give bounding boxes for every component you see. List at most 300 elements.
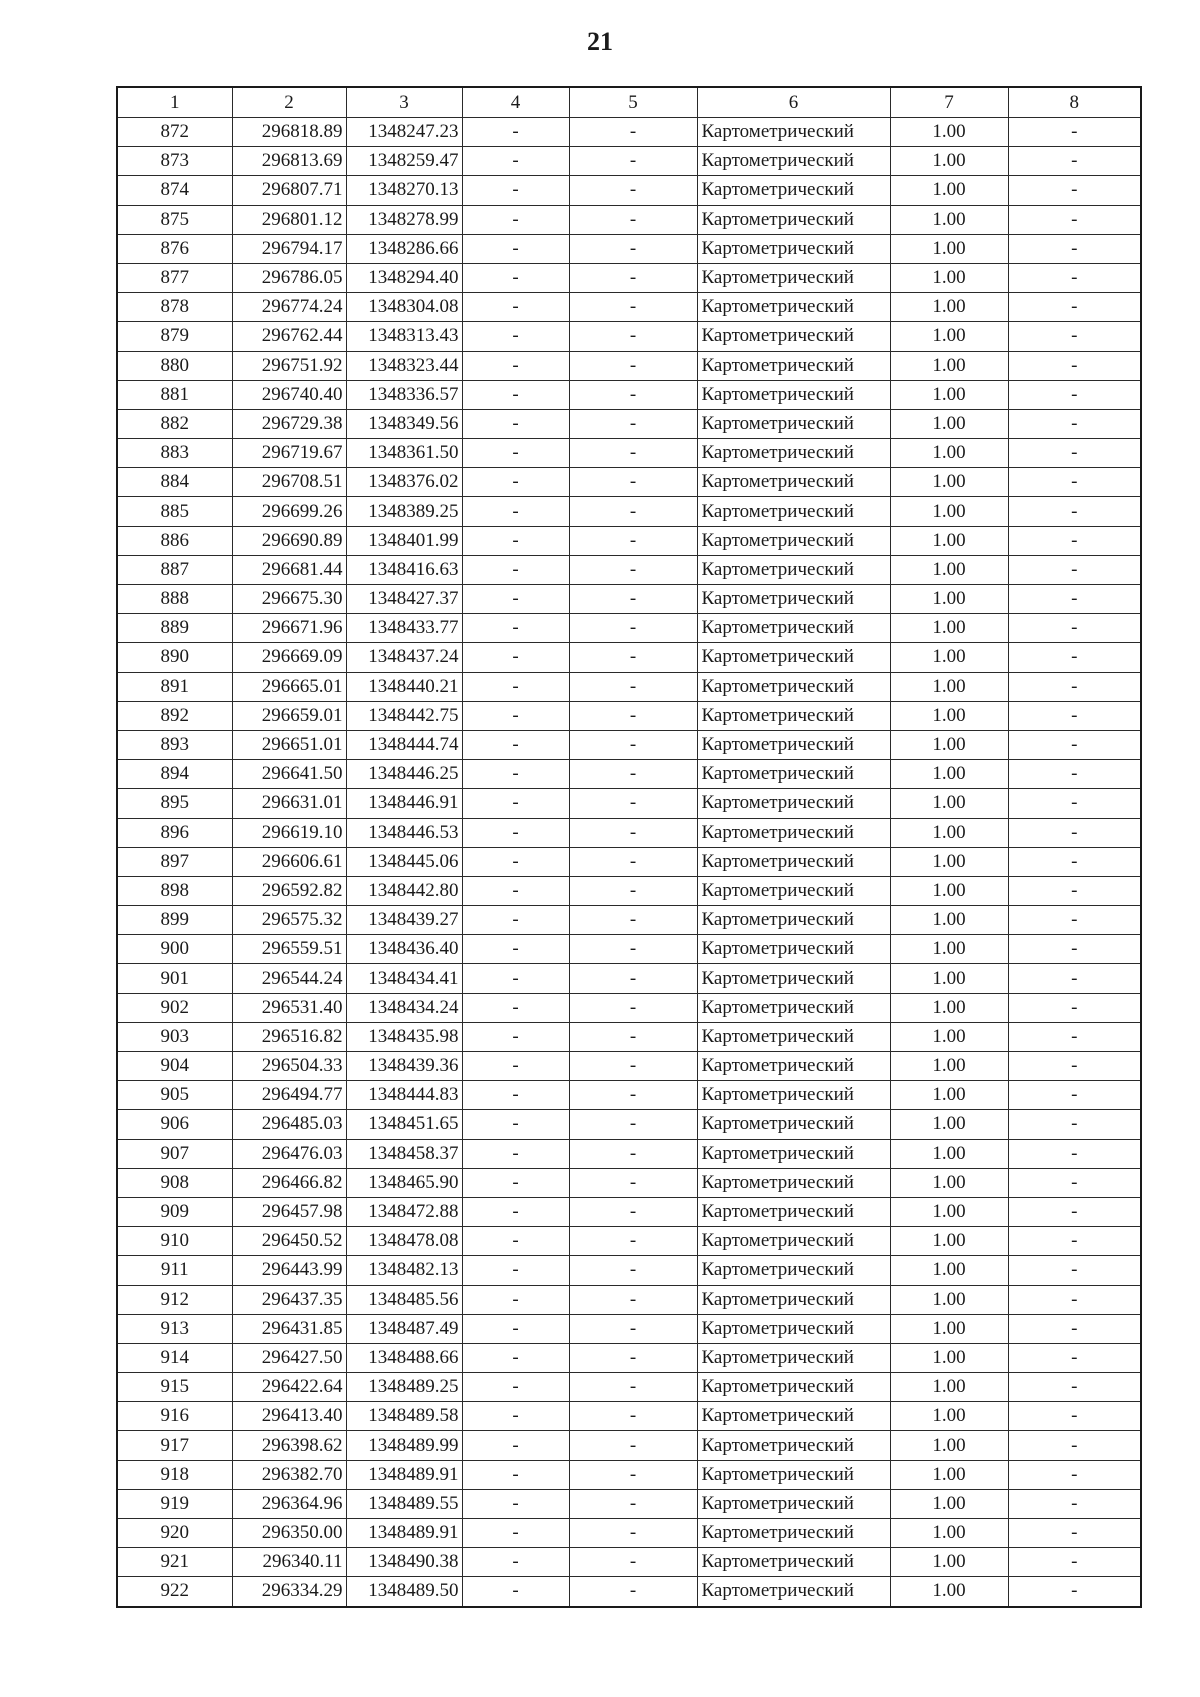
- x-coordinate-cell: 296807.71: [232, 176, 346, 205]
- method-cell: Картометрический: [697, 964, 890, 993]
- point-number-cell: 886: [117, 526, 232, 555]
- col5-cell: -: [569, 409, 697, 438]
- point-number-cell: 890: [117, 643, 232, 672]
- column-header: 8: [1008, 87, 1141, 118]
- accuracy-cell: 1.00: [890, 293, 1008, 322]
- x-coordinate-cell: 296740.40: [232, 380, 346, 409]
- table-row: [117, 1431, 1141, 1460]
- accuracy-cell: 1.00: [890, 818, 1008, 847]
- x-coordinate-cell: 296485.03: [232, 1110, 346, 1139]
- accuracy-cell: 1.00: [890, 847, 1008, 876]
- x-coordinate-cell: 296699.26: [232, 497, 346, 526]
- y-coordinate-cell: 1348435.98: [346, 1022, 462, 1051]
- point-number-cell: 916: [117, 1402, 232, 1431]
- method-cell: Картометрический: [697, 468, 890, 497]
- accuracy-cell: 1.00: [890, 263, 1008, 292]
- y-coordinate-cell: 1348286.66: [346, 234, 462, 263]
- col5-cell: -: [569, 818, 697, 847]
- table-row: [117, 1519, 1141, 1548]
- col4-cell: -: [462, 906, 569, 935]
- method-cell: Картометрический: [697, 672, 890, 701]
- point-number-cell: 881: [117, 380, 232, 409]
- col8-cell: -: [1008, 293, 1141, 322]
- table-row: [117, 760, 1141, 789]
- method-cell: Картометрический: [697, 789, 890, 818]
- col8-cell: -: [1008, 847, 1141, 876]
- method-cell: Картометрический: [697, 760, 890, 789]
- col8-cell: -: [1008, 643, 1141, 672]
- y-coordinate-cell: 1348294.40: [346, 263, 462, 292]
- col4-cell: -: [462, 322, 569, 351]
- y-coordinate-cell: 1348451.65: [346, 1110, 462, 1139]
- method-cell: Картометрический: [697, 322, 890, 351]
- col4-cell: -: [462, 1285, 569, 1314]
- col8-cell: -: [1008, 906, 1141, 935]
- accuracy-cell: 1.00: [890, 555, 1008, 584]
- y-coordinate-cell: 1348445.06: [346, 847, 462, 876]
- col5-cell: -: [569, 1460, 697, 1489]
- accuracy-cell: 1.00: [890, 935, 1008, 964]
- method-cell: Картометрический: [697, 585, 890, 614]
- method-cell: Картометрический: [697, 118, 890, 147]
- accuracy-cell: 1.00: [890, 439, 1008, 468]
- method-cell: Картометрический: [697, 409, 890, 438]
- col4-cell: -: [462, 1577, 569, 1607]
- y-coordinate-cell: 1348478.08: [346, 1227, 462, 1256]
- table-row: [117, 1343, 1141, 1372]
- col8-cell: -: [1008, 1052, 1141, 1081]
- point-number-cell: 917: [117, 1431, 232, 1460]
- col5-cell: -: [569, 1022, 697, 1051]
- col4-cell: -: [462, 1519, 569, 1548]
- col4-cell: -: [462, 555, 569, 584]
- accuracy-cell: 1.00: [890, 1227, 1008, 1256]
- x-coordinate-cell: 296801.12: [232, 205, 346, 234]
- accuracy-cell: 1.00: [890, 351, 1008, 380]
- y-coordinate-cell: 1348436.40: [346, 935, 462, 964]
- point-number-cell: 897: [117, 847, 232, 876]
- col4-cell: -: [462, 205, 569, 234]
- point-number-cell: 913: [117, 1314, 232, 1343]
- col5-cell: -: [569, 555, 697, 584]
- accuracy-cell: 1.00: [890, 1168, 1008, 1197]
- col8-cell: -: [1008, 1431, 1141, 1460]
- col5-cell: -: [569, 760, 697, 789]
- y-coordinate-cell: 1348434.41: [346, 964, 462, 993]
- accuracy-cell: 1.00: [890, 614, 1008, 643]
- point-number-cell: 904: [117, 1052, 232, 1081]
- col8-cell: -: [1008, 555, 1141, 584]
- col8-cell: -: [1008, 935, 1141, 964]
- accuracy-cell: 1.00: [890, 1081, 1008, 1110]
- point-number-cell: 872: [117, 118, 232, 147]
- method-cell: Картометрический: [697, 1168, 890, 1197]
- method-cell: Картометрический: [697, 614, 890, 643]
- x-coordinate-cell: 296575.32: [232, 906, 346, 935]
- method-cell: Картометрический: [697, 351, 890, 380]
- col5-cell: -: [569, 1489, 697, 1518]
- col5-cell: -: [569, 1548, 697, 1577]
- point-number-cell: 922: [117, 1577, 232, 1607]
- col4-cell: -: [462, 1314, 569, 1343]
- col8-cell: -: [1008, 205, 1141, 234]
- point-number-cell: 880: [117, 351, 232, 380]
- point-number-cell: 920: [117, 1519, 232, 1548]
- table-row: [117, 205, 1141, 234]
- method-cell: Картометрический: [697, 1460, 890, 1489]
- col5-cell: -: [569, 672, 697, 701]
- col5-cell: -: [569, 118, 697, 147]
- method-cell: Картометрический: [697, 147, 890, 176]
- point-number-cell: 902: [117, 993, 232, 1022]
- col5-cell: -: [569, 526, 697, 555]
- col4-cell: -: [462, 1227, 569, 1256]
- y-coordinate-cell: 1348489.25: [346, 1373, 462, 1402]
- method-cell: Картометрический: [697, 380, 890, 409]
- y-coordinate-cell: 1348489.91: [346, 1519, 462, 1548]
- table-row: [117, 380, 1141, 409]
- page-number: 21: [587, 27, 613, 56]
- col5-cell: -: [569, 1314, 697, 1343]
- x-coordinate-cell: 296427.50: [232, 1343, 346, 1372]
- col5-cell: -: [569, 701, 697, 730]
- col4-cell: -: [462, 293, 569, 322]
- col8-cell: -: [1008, 380, 1141, 409]
- point-number-cell: 885: [117, 497, 232, 526]
- method-cell: Картометрический: [697, 1052, 890, 1081]
- x-coordinate-cell: 296466.82: [232, 1168, 346, 1197]
- col5-cell: -: [569, 380, 697, 409]
- point-number-cell: 877: [117, 263, 232, 292]
- point-number-cell: 905: [117, 1081, 232, 1110]
- accuracy-cell: 1.00: [890, 876, 1008, 905]
- x-coordinate-cell: 296751.92: [232, 351, 346, 380]
- y-coordinate-cell: 1348440.21: [346, 672, 462, 701]
- col8-cell: -: [1008, 1081, 1141, 1110]
- x-coordinate-cell: 296431.85: [232, 1314, 346, 1343]
- col5-cell: -: [569, 234, 697, 263]
- x-coordinate-cell: 296413.40: [232, 1402, 346, 1431]
- accuracy-cell: 1.00: [890, 643, 1008, 672]
- col8-cell: -: [1008, 818, 1141, 847]
- col5-cell: -: [569, 964, 697, 993]
- col8-cell: -: [1008, 1460, 1141, 1489]
- y-coordinate-cell: 1348487.49: [346, 1314, 462, 1343]
- method-cell: Картометрический: [697, 1139, 890, 1168]
- method-cell: Картометрический: [697, 1285, 890, 1314]
- y-coordinate-cell: 1348434.24: [346, 993, 462, 1022]
- y-coordinate-cell: 1348270.13: [346, 176, 462, 205]
- col4-cell: -: [462, 1343, 569, 1372]
- x-coordinate-cell: 296774.24: [232, 293, 346, 322]
- x-coordinate-cell: 296544.24: [232, 964, 346, 993]
- point-number-cell: 907: [117, 1139, 232, 1168]
- x-coordinate-cell: 296334.29: [232, 1577, 346, 1607]
- x-coordinate-cell: 296729.38: [232, 409, 346, 438]
- accuracy-cell: 1.00: [890, 1256, 1008, 1285]
- y-coordinate-cell: 1348465.90: [346, 1168, 462, 1197]
- col4-cell: -: [462, 234, 569, 263]
- point-number-cell: 896: [117, 818, 232, 847]
- col5-cell: -: [569, 1577, 697, 1607]
- accuracy-cell: 1.00: [890, 1431, 1008, 1460]
- accuracy-cell: 1.00: [890, 1577, 1008, 1607]
- accuracy-cell: 1.00: [890, 497, 1008, 526]
- col4-cell: -: [462, 789, 569, 818]
- col8-cell: -: [1008, 1548, 1141, 1577]
- col5-cell: -: [569, 1227, 697, 1256]
- point-number-cell: 889: [117, 614, 232, 643]
- col4-cell: -: [462, 497, 569, 526]
- col5-cell: -: [569, 1285, 697, 1314]
- col5-cell: -: [569, 876, 697, 905]
- x-coordinate-cell: 296494.77: [232, 1081, 346, 1110]
- point-number-cell: 912: [117, 1285, 232, 1314]
- col5-cell: -: [569, 351, 697, 380]
- y-coordinate-cell: 1348437.24: [346, 643, 462, 672]
- table-body: [117, 118, 1141, 1607]
- x-coordinate-cell: 296559.51: [232, 935, 346, 964]
- table-row: [117, 1139, 1141, 1168]
- point-number-cell: 898: [117, 876, 232, 905]
- col5-cell: -: [569, 468, 697, 497]
- point-number-cell: 884: [117, 468, 232, 497]
- table-row: [117, 439, 1141, 468]
- col5-cell: -: [569, 263, 697, 292]
- col8-cell: -: [1008, 234, 1141, 263]
- x-coordinate-cell: 296690.89: [232, 526, 346, 555]
- col4-cell: -: [462, 1168, 569, 1197]
- col5-cell: -: [569, 643, 697, 672]
- accuracy-cell: 1.00: [890, 1197, 1008, 1226]
- col8-cell: -: [1008, 789, 1141, 818]
- x-coordinate-cell: 296651.01: [232, 730, 346, 759]
- col4-cell: -: [462, 1052, 569, 1081]
- y-coordinate-cell: 1348489.55: [346, 1489, 462, 1518]
- point-number-cell: 900: [117, 935, 232, 964]
- col8-cell: -: [1008, 1256, 1141, 1285]
- table-row: [117, 1314, 1141, 1343]
- y-coordinate-cell: 1348389.25: [346, 497, 462, 526]
- method-cell: Картометрический: [697, 906, 890, 935]
- point-number-cell: 893: [117, 730, 232, 759]
- col4-cell: -: [462, 876, 569, 905]
- accuracy-cell: 1.00: [890, 147, 1008, 176]
- table-row: [117, 1081, 1141, 1110]
- method-cell: Картометрический: [697, 1373, 890, 1402]
- col5-cell: -: [569, 439, 697, 468]
- x-coordinate-cell: 296641.50: [232, 760, 346, 789]
- accuracy-cell: 1.00: [890, 1314, 1008, 1343]
- col5-cell: -: [569, 1168, 697, 1197]
- y-coordinate-cell: 1348439.27: [346, 906, 462, 935]
- point-number-cell: 891: [117, 672, 232, 701]
- table-row: [117, 293, 1141, 322]
- col4-cell: -: [462, 993, 569, 1022]
- x-coordinate-cell: 296476.03: [232, 1139, 346, 1168]
- method-cell: Картометрический: [697, 701, 890, 730]
- col5-cell: -: [569, 1081, 697, 1110]
- col8-cell: -: [1008, 1197, 1141, 1226]
- point-number-cell: 895: [117, 789, 232, 818]
- accuracy-cell: 1.00: [890, 205, 1008, 234]
- col8-cell: -: [1008, 585, 1141, 614]
- col8-cell: -: [1008, 1402, 1141, 1431]
- col8-cell: -: [1008, 701, 1141, 730]
- method-cell: Картометрический: [697, 293, 890, 322]
- table-row: [117, 1052, 1141, 1081]
- x-coordinate-cell: 296457.98: [232, 1197, 346, 1226]
- y-coordinate-cell: 1348446.25: [346, 760, 462, 789]
- accuracy-cell: 1.00: [890, 760, 1008, 789]
- table-row: [117, 118, 1141, 147]
- accuracy-cell: 1.00: [890, 701, 1008, 730]
- accuracy-cell: 1.00: [890, 526, 1008, 555]
- method-cell: Картометрический: [697, 1577, 890, 1607]
- column-header: 7: [890, 87, 1008, 118]
- table-row: [117, 701, 1141, 730]
- method-cell: Картометрический: [697, 1256, 890, 1285]
- table-row: [117, 1489, 1141, 1518]
- col8-cell: -: [1008, 439, 1141, 468]
- point-number-cell: 914: [117, 1343, 232, 1372]
- x-coordinate-cell: 296350.00: [232, 1519, 346, 1548]
- accuracy-cell: 1.00: [890, 468, 1008, 497]
- col4-cell: -: [462, 760, 569, 789]
- table-row: [117, 555, 1141, 584]
- col8-cell: -: [1008, 351, 1141, 380]
- col4-cell: -: [462, 263, 569, 292]
- col4-cell: -: [462, 818, 569, 847]
- table-row: [117, 789, 1141, 818]
- col8-cell: -: [1008, 876, 1141, 905]
- point-number-cell: 873: [117, 147, 232, 176]
- point-number-cell: 878: [117, 293, 232, 322]
- point-number-cell: 879: [117, 322, 232, 351]
- method-cell: Картометрический: [697, 1314, 890, 1343]
- accuracy-cell: 1.00: [890, 672, 1008, 701]
- accuracy-cell: 1.00: [890, 176, 1008, 205]
- point-number-cell: 887: [117, 555, 232, 584]
- table-row: [117, 585, 1141, 614]
- col4-cell: -: [462, 964, 569, 993]
- col4-cell: -: [462, 439, 569, 468]
- point-number-cell: 903: [117, 1022, 232, 1051]
- col5-cell: -: [569, 730, 697, 759]
- method-cell: Картометрический: [697, 497, 890, 526]
- col5-cell: -: [569, 614, 697, 643]
- y-coordinate-cell: 1348442.80: [346, 876, 462, 905]
- col8-cell: -: [1008, 1489, 1141, 1518]
- col4-cell: -: [462, 380, 569, 409]
- y-coordinate-cell: 1348472.88: [346, 1197, 462, 1226]
- accuracy-cell: 1.00: [890, 322, 1008, 351]
- col5-cell: -: [569, 322, 697, 351]
- method-cell: Картометрический: [697, 643, 890, 672]
- point-number-cell: 910: [117, 1227, 232, 1256]
- column-header: 2: [232, 87, 346, 118]
- point-number-cell: 915: [117, 1373, 232, 1402]
- x-coordinate-cell: 296443.99: [232, 1256, 346, 1285]
- col4-cell: -: [462, 1431, 569, 1460]
- col4-cell: -: [462, 1402, 569, 1431]
- col8-cell: -: [1008, 1022, 1141, 1051]
- method-cell: Картометрический: [697, 935, 890, 964]
- point-number-cell: 911: [117, 1256, 232, 1285]
- point-number-cell: 921: [117, 1548, 232, 1577]
- x-coordinate-cell: 296708.51: [232, 468, 346, 497]
- y-coordinate-cell: 1348490.38: [346, 1548, 462, 1577]
- table-row: [117, 730, 1141, 759]
- y-coordinate-cell: 1348416.63: [346, 555, 462, 584]
- x-coordinate-cell: 296813.69: [232, 147, 346, 176]
- col8-cell: -: [1008, 1227, 1141, 1256]
- y-coordinate-cell: 1348489.91: [346, 1460, 462, 1489]
- accuracy-cell: 1.00: [890, 1110, 1008, 1139]
- col5-cell: -: [569, 935, 697, 964]
- col8-cell: -: [1008, 672, 1141, 701]
- method-cell: Картометрический: [697, 1022, 890, 1051]
- y-coordinate-cell: 1348427.37: [346, 585, 462, 614]
- col8-cell: -: [1008, 1139, 1141, 1168]
- col5-cell: -: [569, 1197, 697, 1226]
- y-coordinate-cell: 1348376.02: [346, 468, 462, 497]
- method-cell: Картометрический: [697, 993, 890, 1022]
- col4-cell: -: [462, 701, 569, 730]
- point-number-cell: 906: [117, 1110, 232, 1139]
- col4-cell: -: [462, 1373, 569, 1402]
- accuracy-cell: 1.00: [890, 1139, 1008, 1168]
- col5-cell: -: [569, 993, 697, 1022]
- y-coordinate-cell: 1348446.91: [346, 789, 462, 818]
- col8-cell: -: [1008, 760, 1141, 789]
- col5-cell: -: [569, 789, 697, 818]
- column-header: 3: [346, 87, 462, 118]
- method-cell: Картометрический: [697, 555, 890, 584]
- table-row: [117, 847, 1141, 876]
- y-coordinate-cell: 1348439.36: [346, 1052, 462, 1081]
- col4-cell: -: [462, 1256, 569, 1285]
- x-coordinate-cell: 296592.82: [232, 876, 346, 905]
- col8-cell: -: [1008, 1168, 1141, 1197]
- col5-cell: -: [569, 1519, 697, 1548]
- col8-cell: -: [1008, 497, 1141, 526]
- table-row: [117, 1227, 1141, 1256]
- method-cell: Картометрический: [697, 1548, 890, 1577]
- method-cell: Картометрический: [697, 847, 890, 876]
- method-cell: Картометрический: [697, 1343, 890, 1372]
- col4-cell: -: [462, 409, 569, 438]
- point-number-cell: 888: [117, 585, 232, 614]
- col8-cell: -: [1008, 964, 1141, 993]
- col5-cell: -: [569, 906, 697, 935]
- col8-cell: -: [1008, 468, 1141, 497]
- table-row: [117, 993, 1141, 1022]
- x-coordinate-cell: 296382.70: [232, 1460, 346, 1489]
- table-row: [117, 322, 1141, 351]
- table-row: [117, 964, 1141, 993]
- table-row: [117, 1022, 1141, 1051]
- table-row: [117, 1256, 1141, 1285]
- col4-cell: -: [462, 730, 569, 759]
- col8-cell: -: [1008, 1577, 1141, 1607]
- col5-cell: -: [569, 205, 697, 234]
- accuracy-cell: 1.00: [890, 409, 1008, 438]
- col4-cell: -: [462, 614, 569, 643]
- x-coordinate-cell: 296531.40: [232, 993, 346, 1022]
- method-cell: Картометрический: [697, 1519, 890, 1548]
- y-coordinate-cell: 1348336.57: [346, 380, 462, 409]
